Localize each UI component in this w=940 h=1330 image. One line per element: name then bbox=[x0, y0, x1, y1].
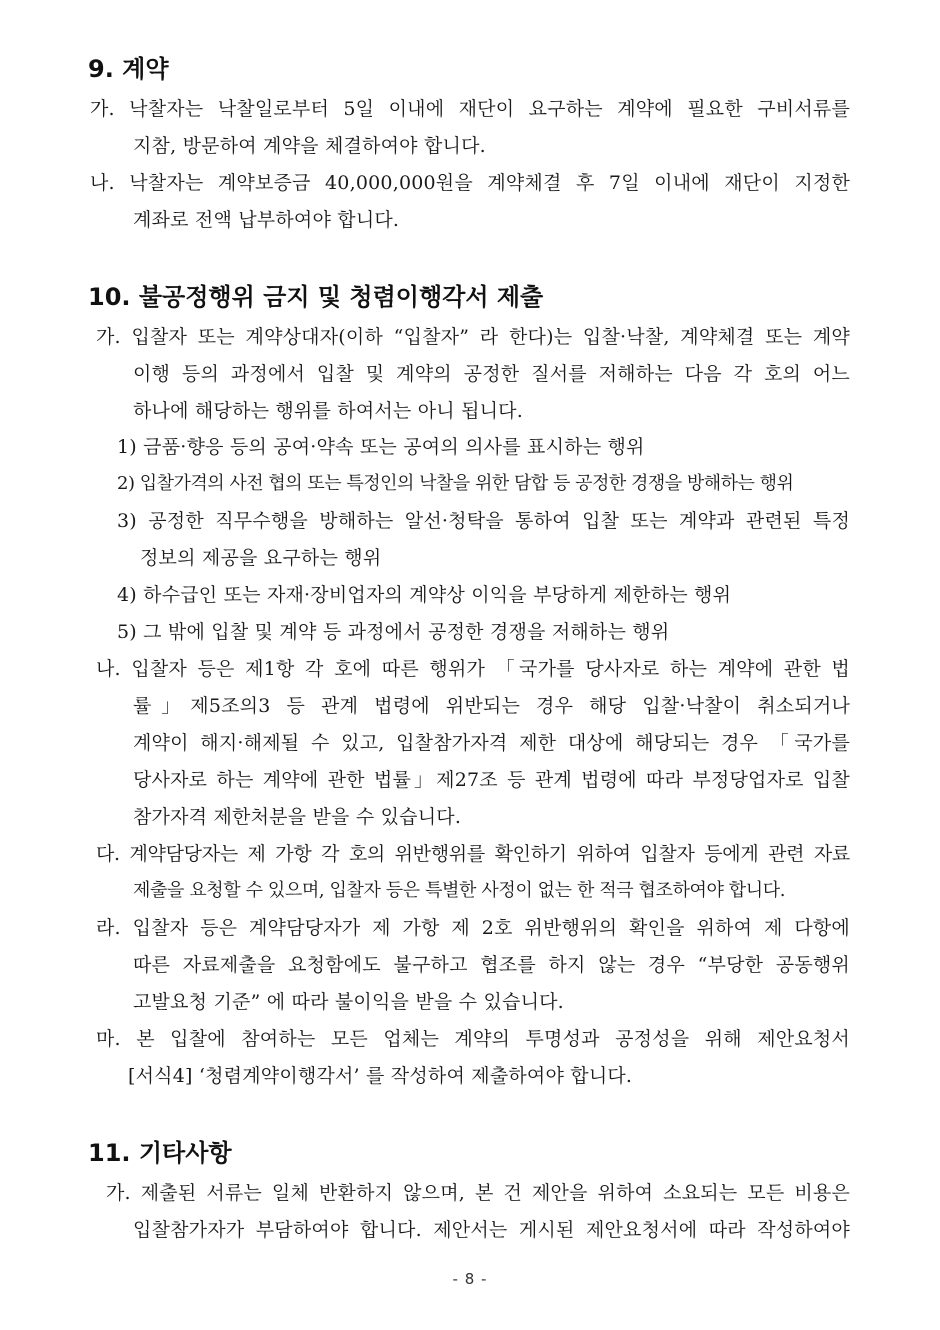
text-line: 가. 낙찰자는 낙찰일로부터 5일 이내에 재단이 요구하는 계약에 필요한 구비서류를 bbox=[90, 98, 850, 120]
text-line: 가. 제출된 서류는 일체 반환하지 않으며, 본 건 제안을 위하여 소요되는 모든 비용은 bbox=[106, 1182, 850, 1204]
section-heading-10: 10. 불공정행위 금지 및 청렴이행각서 제출 bbox=[88, 283, 544, 311]
text-line: 다. 계약담당자는 제 가항 각 호의 위반행위를 확인하기 위하여 입찰자 등에게 관련 자료 bbox=[96, 843, 850, 865]
text-line: 이행 등의 과정에서 입찰 및 계약의 공정한 질서를 저해하는 다음 각 호의 어느 bbox=[133, 363, 850, 385]
text-line: 나. 입찰자 등은 제1항 각 호에 따른 행위가 「국가를 당사자로 하는 계약에 관한 법 bbox=[96, 658, 850, 680]
text-line: 당사자로 하는 계약에 관한 법률」제27조 등 관계 법령에 따라 부정당업자로 입찰 bbox=[133, 769, 850, 791]
text-line: 고발요청 기준” 에 따라 불이익을 받을 수 있습니다. bbox=[133, 991, 564, 1013]
text-line: 제출을 요청할 수 있으며, 입찰자 등은 특별한 사정이 없는 한 적극 협조하여야 합니다. bbox=[133, 880, 786, 901]
text-line: 계약이 해지·해제될 수 있고, 입찰참가자격 제한 대상에 해당되는 경우 「국가를 bbox=[133, 732, 850, 754]
text-line: 5) 그 밖에 입찰 및 계약 등 과정에서 공정한 경쟁을 저해하는 행위 bbox=[117, 621, 670, 643]
text-line: 참가자격 제한처분을 받을 수 있습니다. bbox=[133, 806, 462, 828]
text-line: 지참, 방문하여 계약을 체결하여야 합니다. bbox=[133, 135, 486, 157]
text-line: [서식4] ‘청렴계약이행각서’ 를 작성하여 제출하여야 합니다. bbox=[128, 1065, 633, 1087]
text-line: 입찰참가자가 부담하여야 합니다. 제안서는 게시된 제안요청서에 따라 작성하여야 bbox=[133, 1219, 850, 1241]
section-heading-11: 11. 기타사항 bbox=[88, 1139, 232, 1167]
text-line: 하나에 해당하는 행위를 하여서는 아니 됩니다. bbox=[133, 400, 523, 422]
text-line: 따른 자료제출을 요청함에도 불구하고 협조를 하지 않는 경우 “부당한 공동행위 bbox=[133, 954, 850, 976]
section-heading-9: 9. 계약 bbox=[88, 55, 169, 83]
text-line: 1) 금품·향응 등의 공여·약속 또는 공여의 의사를 표시하는 행위 bbox=[117, 436, 645, 458]
text-line: 라. 입찰자 등은 계약담당자가 제 가항 제 2호 위반행위의 확인을 위하여 제 다항에 bbox=[96, 917, 850, 939]
text-line: 률」제5조의3 등 관계 법령에 위반되는 경우 해당 입찰·낙찰이 취소되거나 bbox=[133, 695, 850, 717]
text-line: 정보의 제공을 요구하는 행위 bbox=[140, 547, 382, 569]
text-line: 4) 하수급인 또는 자재·장비업자의 계약상 이익을 부당하게 제한하는 행위 bbox=[117, 584, 732, 606]
text-line: 마. 본 입찰에 참여하는 모든 업체는 계약의 투명성과 공정성을 위해 제안요청서 bbox=[96, 1028, 850, 1050]
text-line: 2) 입찰가격의 사전 협의 또는 특정인의 낙찰을 위한 담합 등 공정한 경쟁을 방해하는 행위 bbox=[117, 473, 794, 494]
page-number: - 8 - bbox=[452, 1270, 488, 1288]
text-line: 3) 공정한 직무수행을 방해하는 알선·청탁을 통하여 입찰 또는 계약과 관련된 특정 bbox=[117, 510, 850, 532]
text-line: 계좌로 전액 납부하여야 합니다. bbox=[133, 209, 400, 231]
text-line: 가. 입찰자 또는 계약상대자(이하 “입찰자” 라 한다)는 입찰·낙찰, 계약체결 또는 계약 bbox=[96, 326, 850, 348]
text-line: 나. 낙찰자는 계약보증금 40,000,000원을 계약체결 후 7일 이내에 재단이 지정한 bbox=[90, 172, 850, 194]
